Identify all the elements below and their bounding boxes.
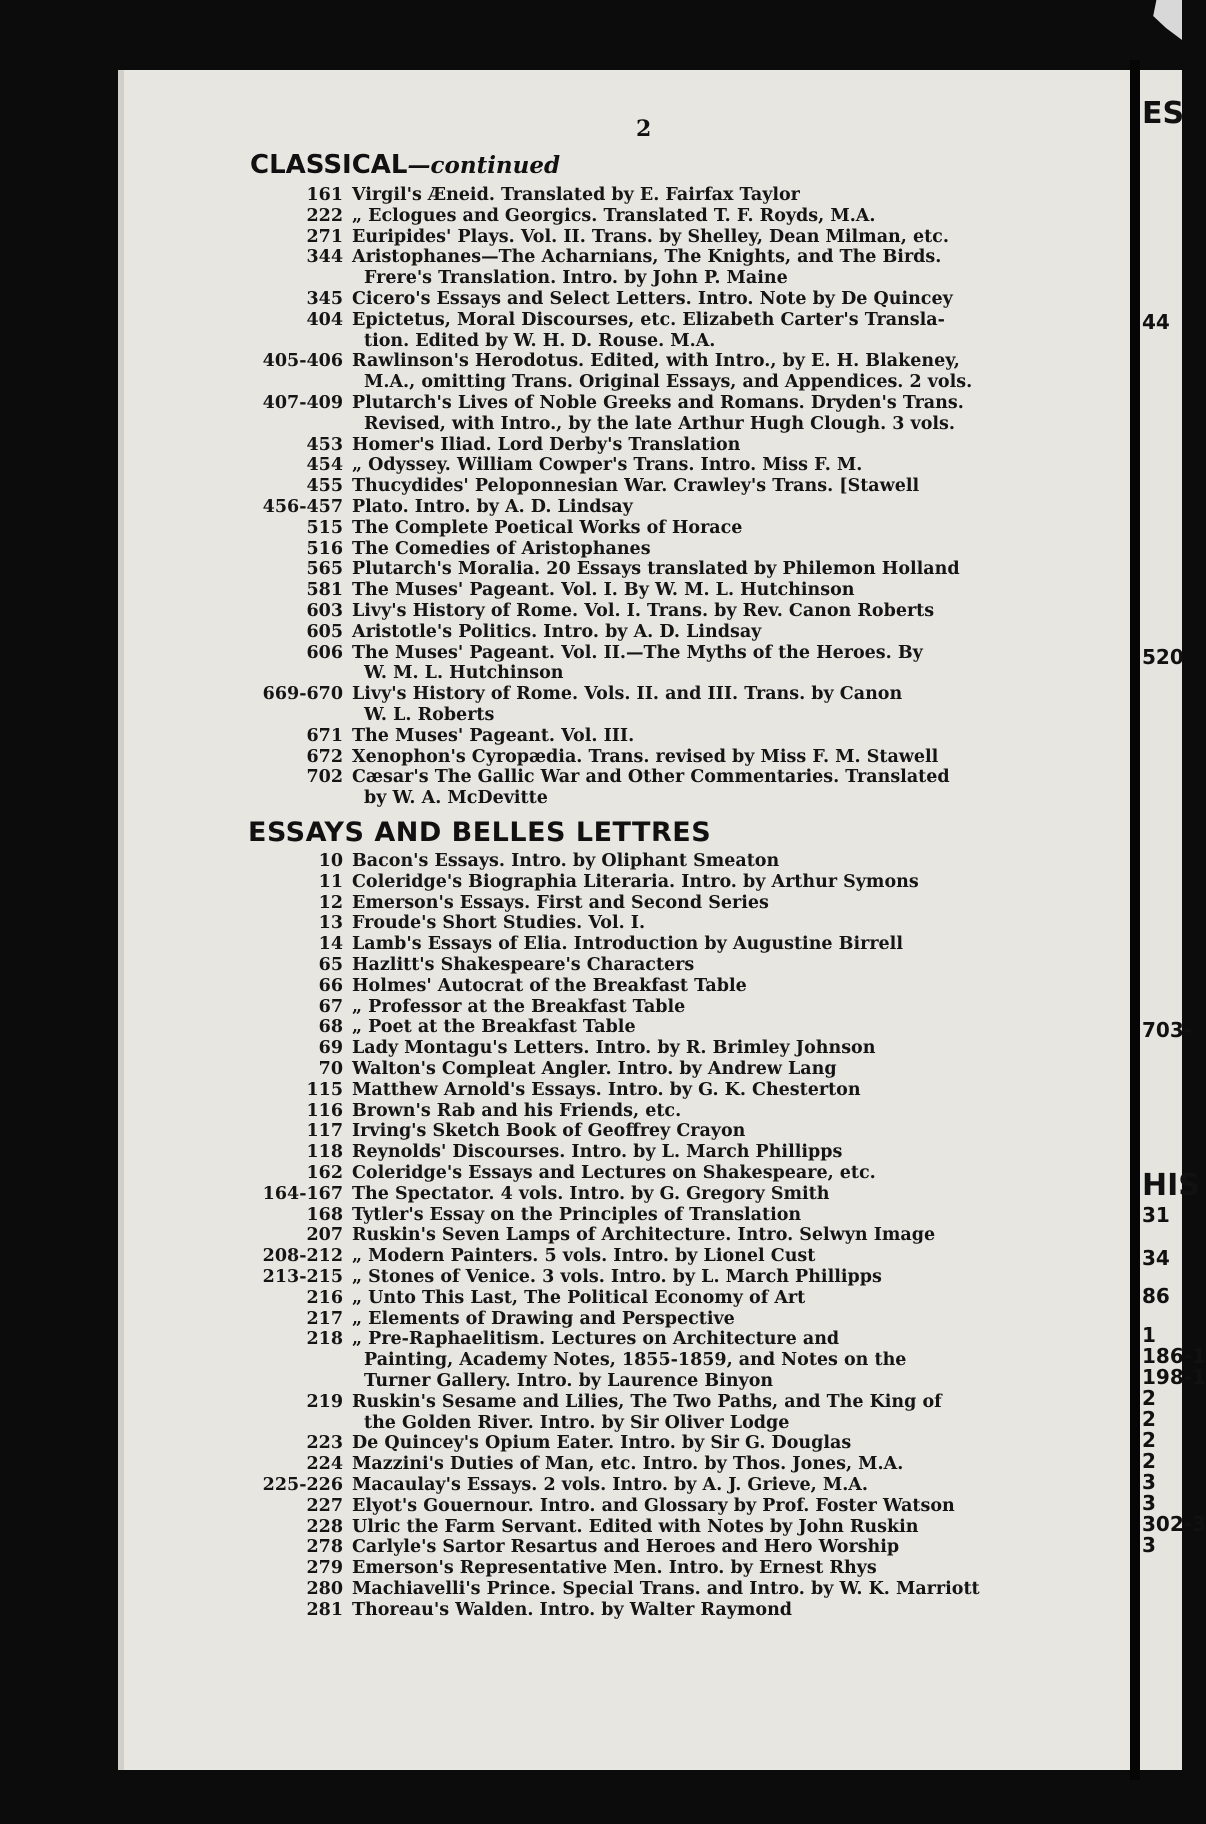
entry-line: Aristotle's Politics. Intro. by A. D. Lindsay xyxy=(352,621,762,642)
entry-line: Turner Gallery. Intro. by Laurence Binyon xyxy=(364,1370,774,1391)
entry-line: Frere's Translation. Intro. by John P. Maine xyxy=(364,268,788,289)
entry-text xyxy=(352,1080,1116,1101)
entry-text xyxy=(352,872,1116,893)
page-corner xyxy=(1150,0,1182,40)
catalog-entry xyxy=(248,539,1116,560)
entry-text xyxy=(352,1038,1116,1059)
entry-number: 606 xyxy=(306,642,343,663)
entry-text xyxy=(352,851,1116,872)
entry-number: 224 xyxy=(306,1454,343,1475)
entry-text xyxy=(352,1558,1116,1579)
adjacent-page-text: 1 xyxy=(1142,1323,1156,1347)
catalog-entry xyxy=(248,1537,1116,1558)
entry-text xyxy=(352,1267,1116,1288)
entry-number: 404 xyxy=(306,309,343,330)
entry-line: M.A., omitting Trans. Original Essays, and Appendices. 2 vols. xyxy=(364,372,973,393)
entry-line: Cæsar's The Gallic War and Other Commentaries. Translated xyxy=(352,767,950,788)
entry-line: Elyot's Gouernour. Intro. and Glossary by Prof. Foster Watson xyxy=(352,1495,955,1516)
entry-text xyxy=(352,1059,1116,1080)
catalog-entry xyxy=(248,247,1116,289)
entry-number: 164-167 xyxy=(262,1183,343,1204)
entry-line: Virgil's Æneid. Translated by E. Fairfax Taylor xyxy=(352,185,800,205)
entry-text xyxy=(352,1537,1116,1558)
catalog-entry xyxy=(248,559,1116,580)
entry-line: „ Odyssey. William Cowper's Trans. Intro. Miss F. M. xyxy=(352,455,863,476)
adjacent-page-text: 2 xyxy=(1142,1428,1156,1452)
catalog-entry xyxy=(248,206,1116,227)
adjacent-page-text: 2 xyxy=(1142,1386,1156,1410)
entry-text xyxy=(352,913,1116,934)
entry-line: Tytler's Essay on the Principles of Translation xyxy=(352,1204,802,1225)
entry-line: „ Professor at the Breakfast Table xyxy=(352,996,686,1017)
catalog-entry xyxy=(248,934,1116,955)
catalog-entry xyxy=(248,1475,1116,1496)
entry-line: „ Unto This Last, The Political Economy of Art xyxy=(352,1287,806,1308)
essays-entries xyxy=(248,851,1116,1620)
catalog-entry xyxy=(248,955,1116,976)
entry-line: Machiavelli's Prince. Special Trans. and Intro. by W. K. Marriott xyxy=(352,1578,980,1599)
entry-line: Holmes' Autocrat of the Breakfast Table xyxy=(352,975,747,996)
entry-line: Aristophanes—The Acharnians, The Knights, and The Birds. xyxy=(352,247,942,268)
catalog-entry xyxy=(248,1059,1116,1080)
catalog-entry xyxy=(248,726,1116,747)
entry-text xyxy=(352,643,1116,685)
catalog-entry xyxy=(248,643,1116,685)
entry-line: Livy's History of Rome. Vols. II. and III. Trans. by Canon xyxy=(352,684,903,705)
catalog-entry xyxy=(248,1163,1116,1184)
catalog-entry xyxy=(248,601,1116,622)
entry-line: De Quincey's Opium Eater. Intro. by Sir G. Douglas xyxy=(352,1433,852,1454)
catalog-entry xyxy=(248,1205,1116,1226)
entry-line: tion. Edited by W. H. D. Rouse. M.A. xyxy=(364,330,716,351)
catalog-entry xyxy=(248,622,1116,643)
adjacent-page-text: 2 xyxy=(1142,1407,1156,1431)
entry-line: Matthew Arnold's Essays. Intro. by G. K. Chesterton xyxy=(352,1079,861,1100)
entry-number: 168 xyxy=(306,1204,343,1225)
entry-text xyxy=(352,206,1116,227)
entry-text xyxy=(352,455,1116,476)
catalog-entry xyxy=(248,1101,1116,1122)
entry-line: The Muses' Pageant. Vol. III. xyxy=(352,725,635,746)
catalog-entry xyxy=(248,872,1116,893)
adjacent-page-text: 703- xyxy=(1142,1018,1193,1042)
entry-text xyxy=(352,1496,1116,1517)
entry-line: Plutarch's Moralia. 20 Essays translated by Philemon Holland xyxy=(352,559,960,580)
entry-number: 603 xyxy=(306,600,343,621)
entry-number: 66 xyxy=(318,975,343,996)
entry-text xyxy=(352,934,1116,955)
adjacent-page-text: 3 xyxy=(1142,1491,1156,1515)
entry-text xyxy=(352,622,1116,643)
catalog-entry xyxy=(248,1184,1116,1205)
entry-number: 115 xyxy=(306,1079,343,1100)
entry-number: 218 xyxy=(306,1329,343,1350)
catalog-entry xyxy=(248,976,1116,997)
entry-number: 405-406 xyxy=(262,351,343,372)
section-heading-essays: ESSAYS AND BELLES LETTRES xyxy=(248,817,712,848)
entry-text xyxy=(352,1517,1116,1538)
section-continued-label: —continued xyxy=(407,152,561,179)
entry-text xyxy=(352,1329,1116,1391)
entry-line: Thoreau's Walden. Intro. by Walter Raymond xyxy=(352,1599,793,1620)
entry-line: Reynolds' Discourses. Intro. by L. March Phillipps xyxy=(352,1142,843,1163)
entry-text xyxy=(352,893,1116,914)
entry-text xyxy=(352,1101,1116,1122)
entry-number: 219 xyxy=(306,1391,343,1412)
entry-number: 271 xyxy=(306,226,343,247)
catalog-entry xyxy=(248,227,1116,248)
catalog-entry xyxy=(248,393,1116,435)
entry-line: The Muses' Pageant. Vol. I. By W. M. L. Hutchinson xyxy=(352,580,855,601)
entry-number: 222 xyxy=(306,205,343,226)
entry-text xyxy=(352,1288,1116,1309)
entry-line: Ulric the Farm Servant. Edited with Notes by John Ruskin xyxy=(352,1516,919,1537)
catalog-entry xyxy=(248,1017,1116,1038)
entry-line: Painting, Academy Notes, 1855-1859, and Notes on the xyxy=(364,1350,907,1371)
entry-text xyxy=(352,310,1116,352)
entry-line: „ Stones of Venice. 3 vols. Intro. by L. March Phillipps xyxy=(352,1266,882,1287)
entry-text xyxy=(352,1017,1116,1038)
entry-number: 565 xyxy=(306,559,343,580)
catalog-entry xyxy=(248,497,1116,518)
entry-line: W. L. Roberts xyxy=(364,704,495,725)
entry-number: 70 xyxy=(318,1058,343,1079)
entry-text xyxy=(352,227,1116,248)
adjacent-page-text: 302-3 xyxy=(1142,1512,1206,1536)
catalog-entry xyxy=(248,893,1116,914)
entry-number: 13 xyxy=(318,913,343,934)
adjacent-page-text: 34 xyxy=(1142,1246,1170,1270)
entry-number: 702 xyxy=(306,767,343,788)
entry-number: 11 xyxy=(318,871,343,892)
catalog-entry xyxy=(248,747,1116,768)
entry-number: 672 xyxy=(306,746,343,767)
entry-line: Homer's Iliad. Lord Derby's Translation xyxy=(352,434,741,455)
entry-line: The Comedies of Aristophanes xyxy=(352,538,651,559)
adjacent-page-fragment xyxy=(1140,70,1206,1770)
adjacent-page-text: 520 xyxy=(1142,645,1184,669)
entry-number: 216 xyxy=(306,1287,343,1308)
entry-line: Ruskin's Seven Lamps of Architecture. Intro. Selwyn Image xyxy=(352,1225,936,1246)
catalog-entry xyxy=(248,1329,1116,1391)
catalog-entry xyxy=(248,1392,1116,1434)
entry-text xyxy=(352,247,1116,289)
catalog-entry xyxy=(248,310,1116,352)
entry-line: Coleridge's Biographia Literaria. Intro. by Arthur Symons xyxy=(352,871,919,892)
entry-text xyxy=(352,1225,1116,1246)
adjacent-page-text: 44 xyxy=(1142,310,1170,334)
entry-number: 278 xyxy=(306,1537,343,1558)
adjacent-page-text: 3 xyxy=(1142,1533,1156,1557)
entry-line: Ruskin's Sesame and Lilies, The Two Paths, and The King of xyxy=(352,1391,942,1412)
entry-number: 605 xyxy=(306,621,343,642)
catalog-entry xyxy=(248,997,1116,1018)
entry-number: 68 xyxy=(318,1017,343,1038)
entry-text xyxy=(352,1205,1116,1226)
adjacent-page-text: 86 xyxy=(1142,1284,1170,1308)
entry-text xyxy=(352,684,1116,726)
entry-text xyxy=(352,1142,1116,1163)
catalog-entry xyxy=(248,1600,1116,1621)
entry-line: Froude's Short Studies. Vol. I. xyxy=(352,913,646,934)
entry-number: 65 xyxy=(318,954,343,975)
catalog-entry xyxy=(248,1038,1116,1059)
entry-line: Coleridge's Essays and Lectures on Shakespeare, etc. xyxy=(352,1162,876,1183)
entry-text xyxy=(352,393,1116,435)
entry-text xyxy=(352,1392,1116,1434)
entry-line: Macaulay's Essays. 2 vols. Intro. by A. J. Grieve, M.A. xyxy=(352,1474,868,1495)
catalog-entry xyxy=(248,476,1116,497)
entry-number: 280 xyxy=(306,1578,343,1599)
entry-text xyxy=(352,726,1116,747)
entry-number: 407-409 xyxy=(262,392,343,413)
entry-text xyxy=(352,976,1116,997)
catalog-entry xyxy=(248,1454,1116,1475)
entry-text xyxy=(352,539,1116,560)
entry-number: 453 xyxy=(306,434,343,455)
entry-text xyxy=(352,435,1116,456)
entry-number: 227 xyxy=(306,1495,343,1516)
classical-entries xyxy=(248,185,1116,809)
entry-line: W. M. L. Hutchinson xyxy=(364,663,564,684)
entry-line: Revised, with Intro., by the late Arthur Hugh Clough. 3 vols. xyxy=(364,413,955,434)
entry-line: „ Eclogues and Georgics. Translated T. F. Royds, M.A. xyxy=(352,205,876,226)
entry-line: Cicero's Essays and Select Letters. Intro. Note by De Quincey xyxy=(352,288,953,309)
entry-number: 581 xyxy=(306,580,343,601)
entry-number: 454 xyxy=(306,455,343,476)
entry-text xyxy=(352,1579,1116,1600)
entry-text xyxy=(352,497,1116,518)
entry-text xyxy=(352,1163,1116,1184)
entry-line: „ Elements of Drawing and Perspective xyxy=(352,1308,735,1329)
entry-line: Epictetus, Moral Discourses, etc. Elizabeth Carter's Transla- xyxy=(352,309,945,330)
entry-line: Lady Montagu's Letters. Intro. by R. Brimley Johnson xyxy=(352,1038,876,1059)
entry-number: 225-226 xyxy=(262,1474,343,1495)
entry-number: 213-215 xyxy=(262,1266,343,1287)
adjacent-page-text: 3 xyxy=(1142,1470,1156,1494)
adjacent-page-text: 2 xyxy=(1142,1449,1156,1473)
entry-line: Mazzini's Duties of Man, etc. Intro. by Thos. Jones, M.A. xyxy=(352,1454,904,1475)
entry-line: „ Poet at the Breakfast Table xyxy=(352,1017,636,1038)
adjacent-page-text: 186-1 xyxy=(1142,1344,1206,1368)
entry-line: „ Modern Painters. 5 vols. Intro. by Lionel Cust xyxy=(352,1246,816,1267)
section-heading-classical xyxy=(250,150,560,180)
entry-number: 228 xyxy=(306,1516,343,1537)
catalog-entry xyxy=(248,1225,1116,1246)
entry-number: 118 xyxy=(306,1142,343,1163)
entry-text xyxy=(352,1121,1116,1142)
entry-text xyxy=(352,1475,1116,1496)
entry-number: 223 xyxy=(306,1433,343,1454)
entry-text xyxy=(352,518,1116,539)
entry-text xyxy=(352,1246,1116,1267)
entry-line: The Muses' Pageant. Vol. II.—The Myths of the Heroes. By xyxy=(352,642,923,663)
entry-line: Rawlinson's Herodotus. Edited, with Intro., by E. H. Blakeney, xyxy=(352,351,960,372)
entry-text xyxy=(352,1433,1116,1454)
entry-number: 207 xyxy=(306,1225,343,1246)
catalog-entry xyxy=(248,1121,1116,1142)
entry-text xyxy=(352,476,1116,497)
entry-number: 345 xyxy=(306,288,343,309)
entry-line: Thucydides' Peloponnesian War. Crawley's Trans. [Stawell xyxy=(352,476,920,497)
entry-text xyxy=(352,1600,1116,1621)
catalog-entry xyxy=(248,351,1116,393)
entry-number: 279 xyxy=(306,1558,343,1579)
catalog-entry xyxy=(248,1246,1116,1267)
entry-line: the Golden River. Intro. by Sir Oliver Lodge xyxy=(364,1412,790,1433)
catalog-entry xyxy=(248,1309,1116,1330)
adjacent-page-text: HIS xyxy=(1142,1168,1200,1203)
entry-number: 217 xyxy=(306,1308,343,1329)
entry-line: Plato. Intro. by A. D. Lindsay xyxy=(352,496,633,517)
entry-number: 67 xyxy=(318,996,343,1017)
entry-number: 455 xyxy=(306,476,343,497)
entry-line: Xenophon's Cyropædia. Trans. revised by Miss F. M. Stawell xyxy=(352,746,939,767)
book-gutter xyxy=(1130,60,1140,1780)
catalog-entry xyxy=(248,518,1116,539)
entry-text xyxy=(352,580,1116,601)
catalog-entry xyxy=(248,455,1116,476)
entry-line: Emerson's Essays. First and Second Series xyxy=(352,892,769,913)
catalog-entry xyxy=(248,1288,1116,1309)
entry-number: 12 xyxy=(318,892,343,913)
entry-text xyxy=(352,747,1116,768)
catalog-entry xyxy=(248,767,1116,809)
catalog-entry xyxy=(248,1496,1116,1517)
adjacent-page-text: 31 xyxy=(1142,1203,1170,1227)
catalog-entry xyxy=(248,1517,1116,1538)
entry-number: 14 xyxy=(318,934,343,955)
entry-text xyxy=(352,767,1116,809)
entry-number: 281 xyxy=(306,1599,343,1620)
entry-line: The Spectator. 4 vols. Intro. by G. Gregory Smith xyxy=(352,1183,830,1204)
entry-line: Irving's Sketch Book of Geoffrey Crayon xyxy=(352,1121,746,1142)
entry-text xyxy=(352,997,1116,1018)
catalog-entry xyxy=(248,289,1116,310)
entry-line: by W. A. McDevitte xyxy=(364,788,548,809)
adjacent-page-text: 198-1 xyxy=(1142,1365,1206,1389)
entry-text xyxy=(352,1184,1116,1205)
entry-number: 516 xyxy=(306,538,343,559)
entry-text xyxy=(352,1454,1116,1475)
entry-line: Walton's Compleat Angler. Intro. by Andrew Lang xyxy=(352,1058,837,1079)
catalog-entry xyxy=(248,1267,1116,1288)
catalog-entry xyxy=(248,851,1116,872)
entry-text xyxy=(352,559,1116,580)
entry-line: Euripides' Plays. Vol. II. Trans. by Shelley, Dean Milman, etc. xyxy=(352,226,949,247)
entry-number: 344 xyxy=(306,247,343,268)
entry-line: Lamb's Essays of Elia. Introduction by Augustine Birrell xyxy=(352,934,903,955)
entry-line: Hazlitt's Shakespeare's Characters xyxy=(352,954,695,975)
page-number: 2 xyxy=(636,116,652,142)
section-title: CLASSICAL xyxy=(250,150,408,180)
catalog-entry xyxy=(248,1433,1116,1454)
entry-number: 69 xyxy=(318,1038,343,1059)
entry-text xyxy=(352,1309,1116,1330)
entry-line: „ Pre-Raphaelitism. Lectures on Architecture and xyxy=(352,1329,840,1350)
entry-number: 208-212 xyxy=(262,1246,343,1267)
entry-line: The Complete Poetical Works of Horace xyxy=(352,517,743,538)
entry-text xyxy=(352,351,1116,393)
entry-number: 669-670 xyxy=(262,684,343,705)
catalog-entry xyxy=(248,1579,1116,1600)
catalog-entry xyxy=(248,185,1116,206)
entry-line: Emerson's Representative Men. Intro. by Ernest Rhys xyxy=(352,1558,877,1579)
catalog-entry xyxy=(248,580,1116,601)
catalog-entry xyxy=(248,684,1116,726)
entry-text xyxy=(352,289,1116,310)
entry-number: 671 xyxy=(306,725,343,746)
entry-text xyxy=(352,185,1116,206)
entry-line: Carlyle's Sartor Resartus and Heroes and Hero Worship xyxy=(352,1537,900,1558)
entry-number: 117 xyxy=(306,1121,343,1142)
catalog-entry xyxy=(248,1080,1116,1101)
entry-number: 162 xyxy=(306,1162,343,1183)
entry-number: 116 xyxy=(306,1100,343,1121)
entry-number: 515 xyxy=(306,517,343,538)
adjacent-page-text: ES xyxy=(1142,96,1185,131)
entry-number: 10 xyxy=(318,851,343,871)
entry-line: Livy's History of Rome. Vol. I. Trans. by Rev. Canon Roberts xyxy=(352,600,935,621)
catalog-entry xyxy=(248,1142,1116,1163)
catalog-entry xyxy=(248,1558,1116,1579)
entry-number: 161 xyxy=(306,185,343,205)
entry-line: Brown's Rab and his Friends, etc. xyxy=(352,1100,682,1121)
catalog-entry xyxy=(248,913,1116,934)
entry-line: Bacon's Essays. Intro. by Oliphant Smeaton xyxy=(352,851,780,871)
entry-number: 456-457 xyxy=(262,496,343,517)
entry-text xyxy=(352,955,1116,976)
entry-text xyxy=(352,601,1116,622)
catalog-entry xyxy=(248,435,1116,456)
entry-line: Plutarch's Lives of Noble Greeks and Romans. Dryden's Trans. xyxy=(352,392,964,413)
